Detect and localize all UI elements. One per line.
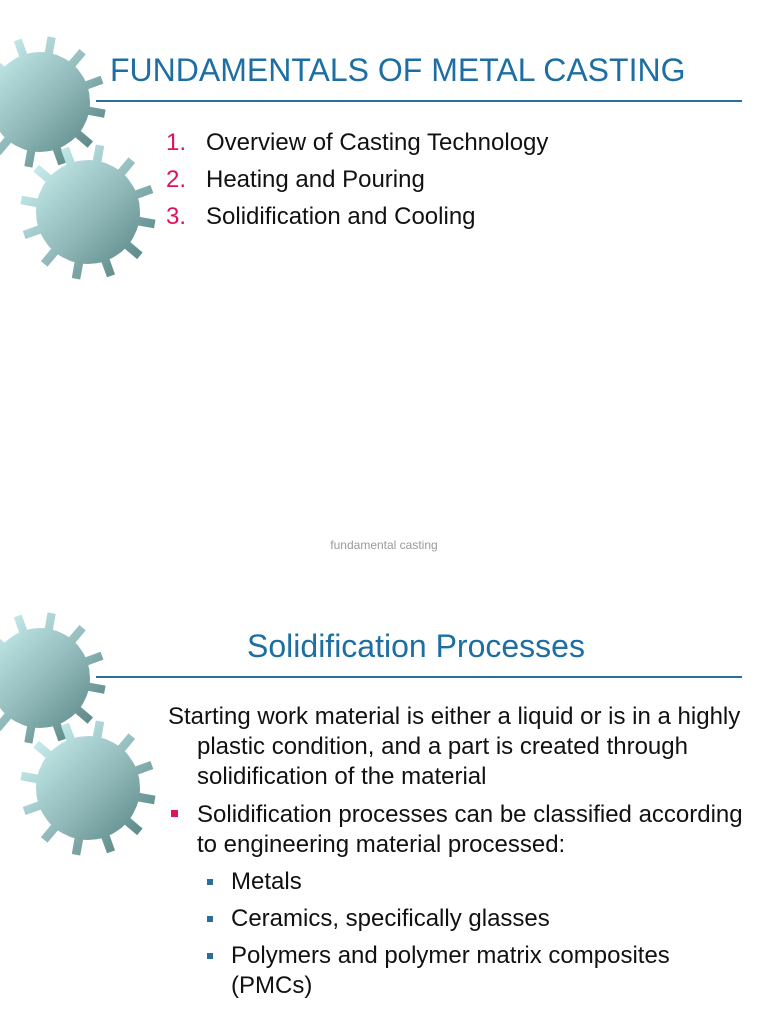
agenda-item	[166, 161, 548, 198]
bullet-text: Solidification processes can be classified according to engineering material processed:	[197, 801, 743, 858]
title-rule	[96, 100, 742, 102]
intro-paragraph: Starting work material is either a liquid or is in a highly plastic condition, and a part is created through solidification of the material	[168, 703, 741, 790]
agenda-number: 2.	[166, 166, 187, 193]
slide-1-title: FUNDAMENTALS OF METAL CASTING	[110, 52, 686, 88]
sub-bullet-text: Polymers and polymer matrix composites (PMCs)	[231, 942, 670, 999]
sub-bullet-item	[168, 904, 748, 934]
agenda-number: 3.	[166, 203, 187, 230]
bullet-square-icon	[171, 810, 178, 817]
title-rule	[96, 676, 742, 678]
gear-icon	[21, 145, 156, 280]
gears-decoration	[0, 576, 170, 866]
gears-decoration	[0, 0, 170, 290]
bullet-item	[168, 800, 748, 860]
agenda-list	[166, 124, 548, 235]
slide-2-body	[168, 702, 748, 1001]
bullet-square-icon	[207, 953, 213, 959]
agenda-text: Solidification and Cooling	[206, 203, 476, 230]
agenda-text: Heating and Pouring	[206, 166, 425, 193]
gear-icon	[0, 36, 106, 167]
sub-bullet-item	[168, 867, 748, 897]
sub-bullet-text: Metals	[231, 868, 302, 895]
agenda-text: Overview of Casting Technology	[206, 129, 549, 156]
bullet-square-icon	[207, 916, 213, 922]
slide-2-title: Solidification Processes	[247, 628, 585, 664]
gear-icon	[21, 721, 156, 856]
agenda-number: 1.	[166, 129, 187, 156]
sub-bullet-text: Ceramics, specifically glasses	[231, 905, 550, 932]
agenda-item	[166, 124, 548, 161]
agenda-item	[166, 198, 548, 235]
sub-bullet-item	[168, 941, 748, 1001]
bullet-square-icon	[207, 879, 213, 885]
slide-footer: fundamental casting	[330, 538, 438, 552]
